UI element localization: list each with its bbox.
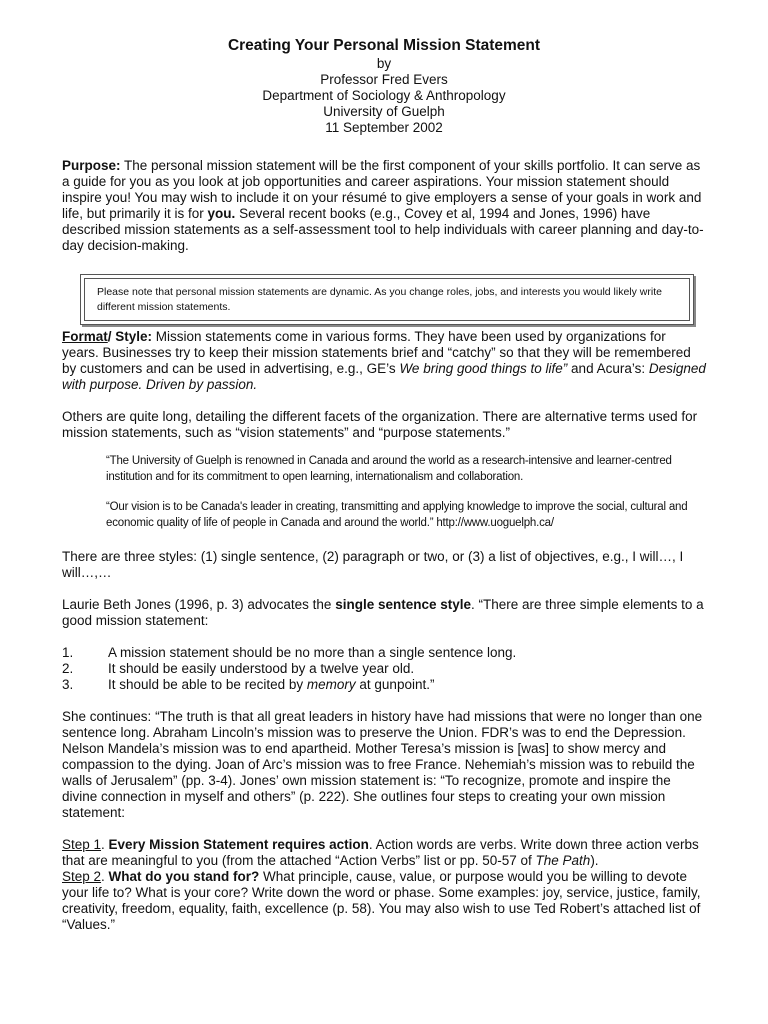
note-box xyxy=(80,274,694,325)
note-text: Please note that personal mission statements are dynamic. As you change roles, jobs, and interests you would likely write different mission statements. xyxy=(84,278,690,321)
purpose-you: you. xyxy=(207,206,236,221)
list-text: A mission statement should be no more than a single sentence long. xyxy=(108,645,517,660)
university: University of Guelph xyxy=(323,104,445,119)
list-item xyxy=(62,645,706,661)
continues-paragraph: She continues: “The truth is that all great leaders in history have had missions that were no longer than one sentence long. Abraham Lincoln’s mission was to preserve the Union. FDR’s was to end the Depression. Nelson Mandela’s mission was to end apartheid. Mother Teresa’s mission is [was] to show mercy and compassion to the dying. Joan of Arc’s mission was to free France. Nehemiah’s mission was to rebuild the walls of Jerusalem” (pp. 3-4). Jones’ own mission statement is: “To recognize, promote and inspire the divine connection in myself and others” (p. 222). She outlines four steps to creating your own mission statement: xyxy=(62,709,703,820)
quotes xyxy=(62,453,706,531)
format-text-1: Mission statements come in various forms. They have been used by organizations for years. Businesses try to keep their mission statements brief and “catchy” so that they will be remembered by customers and can be used in advertising, e.g., GE’s xyxy=(62,329,691,376)
acura-slogan: Designed with purpose. Driven by passion. xyxy=(62,361,706,392)
purpose-text-2: Several recent books (e.g., Covey et al, 1994 and Jones, 1996) have described mission statements as a self-assessment tool to help individuals with career planning and day-to-day decision-making. xyxy=(62,206,704,253)
others-paragraph: Others are quite long, detailing the different facets of the organization. There are alternative terms used for mission statements, such as “vision statements” and “purpose statements.” xyxy=(62,409,698,440)
purpose-text-1: The personal mission statement will be the first component of your skills portfolio. It can serve as a guide for you as you look at job opportunities and career aspirations. Your mission statement should inspire you! You may wish to include it on your résumé to give employers a sense of your goals in work and life, but primarily it is for xyxy=(62,158,702,221)
step-1-dot: . xyxy=(101,837,109,852)
purpose-label: Purpose: xyxy=(62,158,121,173)
step-1-book: The Path xyxy=(535,853,591,868)
guelph-quote-2: “Our vision is to be Canada's leader in creating, transmitting and applying knowledge to improve the social, cultural and economic quality of life of people in Canada and around the world.” http://www.uoguelph.ca/ xyxy=(106,501,688,529)
document-header xyxy=(62,36,706,136)
list-text: It should be easily understood by a twelve year old. xyxy=(108,661,415,676)
step-2-dot: . xyxy=(101,869,109,884)
jones-text-2: . “There are three simple elements to a good mission statement: xyxy=(62,597,704,628)
list-number: 2. xyxy=(62,661,74,676)
list-item xyxy=(62,661,706,677)
step-2-text: What principle, cause, value, or purpose would you be willing to devote your life to? What is your core? Write down the word or phase. Some examples: joy, service, justice, family, creativity, freedom, equality, faith, excellence (p. 58). You may also wish to use Ted Robert’s attached list of “Values.” xyxy=(62,869,701,932)
jones-text-1: Laurie Beth Jones (1996, p. 3) advocates the xyxy=(62,597,336,612)
purpose-paragraph xyxy=(62,158,706,254)
format-text-2: and Acura’s: xyxy=(567,361,649,376)
department: Department of Sociology & Anthropology xyxy=(262,88,506,103)
list-text-b: at gunpoint.” xyxy=(355,677,435,692)
memory-italic: memory xyxy=(306,677,356,692)
elements-list xyxy=(62,645,706,693)
list-number: 1. xyxy=(62,645,74,660)
step-2 xyxy=(62,869,706,933)
document-date: 11 September 2002 xyxy=(325,120,443,135)
jones-paragraph xyxy=(62,597,706,629)
byline: by xyxy=(376,56,392,71)
list-number: 3. xyxy=(62,677,74,692)
format-label: Format xyxy=(62,329,108,344)
list-text xyxy=(108,677,434,693)
ge-slogan: We bring good things to life” xyxy=(399,361,568,376)
step-1-text-1: . Action words are verbs. Write down three action verbs that are meaningful to you (from the attached “Action Verbs” list or pp. 50-57 of xyxy=(62,837,699,868)
styles-paragraph: There are three styles: (1) single sentence, (2) paragraph or two, or (3) a list of objectives, e.g., I will…, I will…,… xyxy=(62,549,684,580)
jones-bold: single sentence style xyxy=(335,597,471,612)
step-1-text-2: ). xyxy=(590,853,599,868)
step-1-label: Step 1 xyxy=(62,837,102,852)
step-1 xyxy=(62,837,706,869)
author-name: Professor Fred Evers xyxy=(320,72,448,87)
guelph-quote-1: “The University of Guelph is renowned in Canada and around the world as a research-intensive and learner-centred institution and for its commitment to open learning, internationalism and collaboration. xyxy=(106,455,672,483)
document-title: Creating Your Personal Mission Statement xyxy=(227,37,541,54)
step-1-bold: Every Mission Statement requires action xyxy=(108,837,369,852)
step-2-label: Step 2 xyxy=(62,869,102,884)
list-text-a: It should be able to be recited by xyxy=(108,677,307,692)
format-label-2: / Style: xyxy=(107,329,153,344)
step-2-bold: What do you stand for? xyxy=(108,869,260,884)
format-paragraph xyxy=(62,329,706,393)
list-item xyxy=(62,677,706,693)
